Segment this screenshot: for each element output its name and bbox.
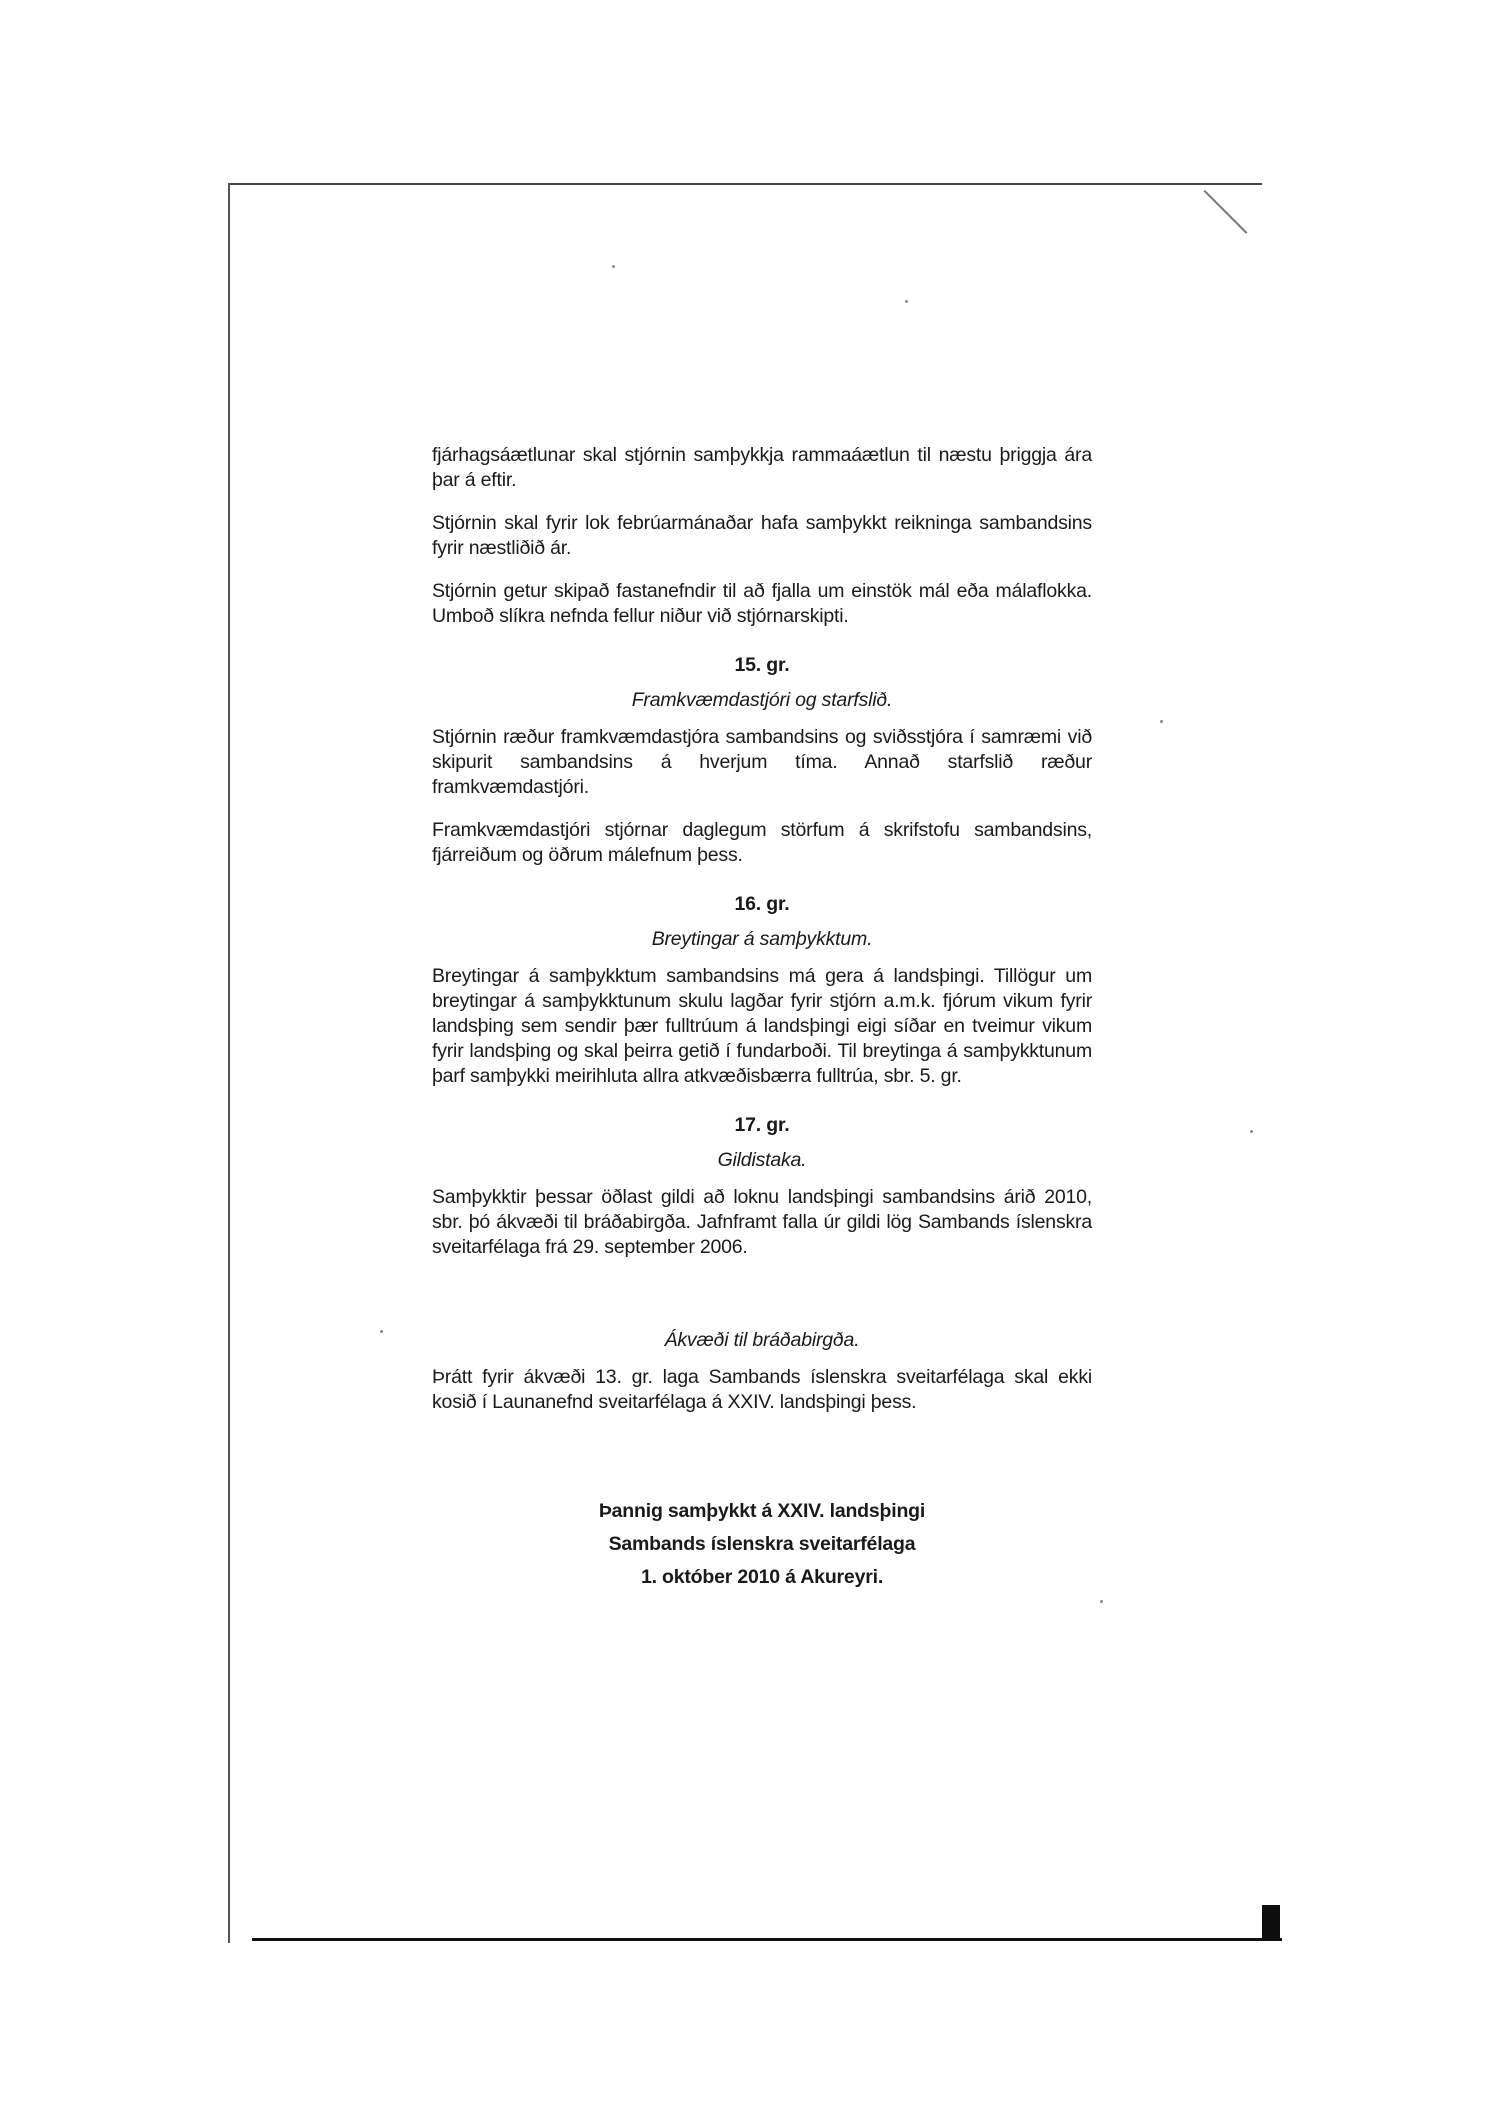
transitional-title: Ákvæði til bráðabirgða. [664, 1329, 860, 1351]
article-number: 16. gr. [734, 893, 790, 915]
paragraph: Framkvæmdastjóri stjórnar daglegum störfum á skrifstofu sambandsins, fjárreiðum og öðrum málefnum þess. [432, 819, 1092, 866]
scan-speck [1250, 1130, 1253, 1133]
paragraph: Samþykktir þessar öðlast gildi að loknu landsþingi sambandsins árið 2010, sbr. þó ákvæði til bráðabirgða. Jafnframt falla úr gildi lög Sambands íslenskra sveitarfélaga frá 29. september 2006. [432, 1186, 1092, 1258]
article-15 [432, 653, 1092, 868]
article-number: 15. gr. [734, 654, 790, 676]
closing-line: Þannig samþykkt á XXIV. landsþingi [598, 1500, 926, 1522]
scan-speck [1100, 1600, 1103, 1603]
scan-border-left [228, 183, 230, 1943]
article-16 [432, 892, 1092, 1089]
article-number: 17. gr. [734, 1114, 790, 1136]
document-body [432, 443, 1092, 1594]
article-17 [432, 1113, 1092, 1260]
closing-statement [432, 1495, 1092, 1594]
paragraph: Breytingar á samþykktum sambandsins má gera á landsþingi. Tillögur um breytingar á samþykktunum skulu lagðar fyrir stjórn a.m.k. fjórum vikum fyrir landsþing sem sendir þær fulltrúum á landsþingi eigi síðar en tveimur vikum fyrir landsþing og skal þeirra getið í fundarboði. Til breytinga á samþykktunum þarf samþykki meirihluta allra atkvæðisbærra fulltrúa, sbr. 5. gr. [432, 965, 1092, 1087]
scan-border-bottom [252, 1938, 1282, 1941]
paragraph: Stjórnin getur skipað fastanefndir til að fjalla um einstök mál eða málaflokka. Umboð slíkra nefnda fellur niður við stjórnarskipti. [432, 580, 1092, 627]
scan-speck [612, 265, 615, 268]
paragraph: Stjórnin skal fyrir lok febrúarmánaðar hafa samþykkt reikninga sambandsins fyrir næstliðið ár. [432, 512, 1092, 559]
scan-corner-mark [1204, 190, 1248, 234]
closing-line: Sambands íslenskra sveitarfélaga [608, 1533, 916, 1555]
article-title: Framkvæmdastjóri og starfslið. [631, 689, 893, 711]
scan-speck [1160, 720, 1163, 723]
scan-edge-shadow [1262, 1905, 1280, 1940]
scan-border-top [228, 183, 1262, 185]
transitional-text: Þrátt fyrir ákvæði 13. gr. laga Sambands íslenskra sveitarfélaga skal ekki kosið í Launanefnd sveitarfélaga á XXIV. landsþingi þess. [432, 1366, 1092, 1413]
paragraph: fjárhagsáætlunar skal stjórnin samþykkja rammaáætlun til næstu þriggja ára þar á eftir. [432, 444, 1092, 491]
closing-line: 1. október 2010 á Akureyri. [640, 1566, 884, 1588]
transitional-provision [432, 1328, 1092, 1415]
paragraph: Stjórnin ræður framkvæmdastjóra sambandsins og sviðsstjóra í samræmi við skipurit sambandsins á hverjum tíma. Annað starfslið ræður framkvæmdastjóri. [432, 726, 1092, 798]
article-title: Breytingar á samþykktum. [651, 928, 873, 950]
scan-speck [380, 1330, 383, 1333]
article-title: Gildistaka. [717, 1149, 807, 1171]
scan-speck [905, 300, 908, 303]
